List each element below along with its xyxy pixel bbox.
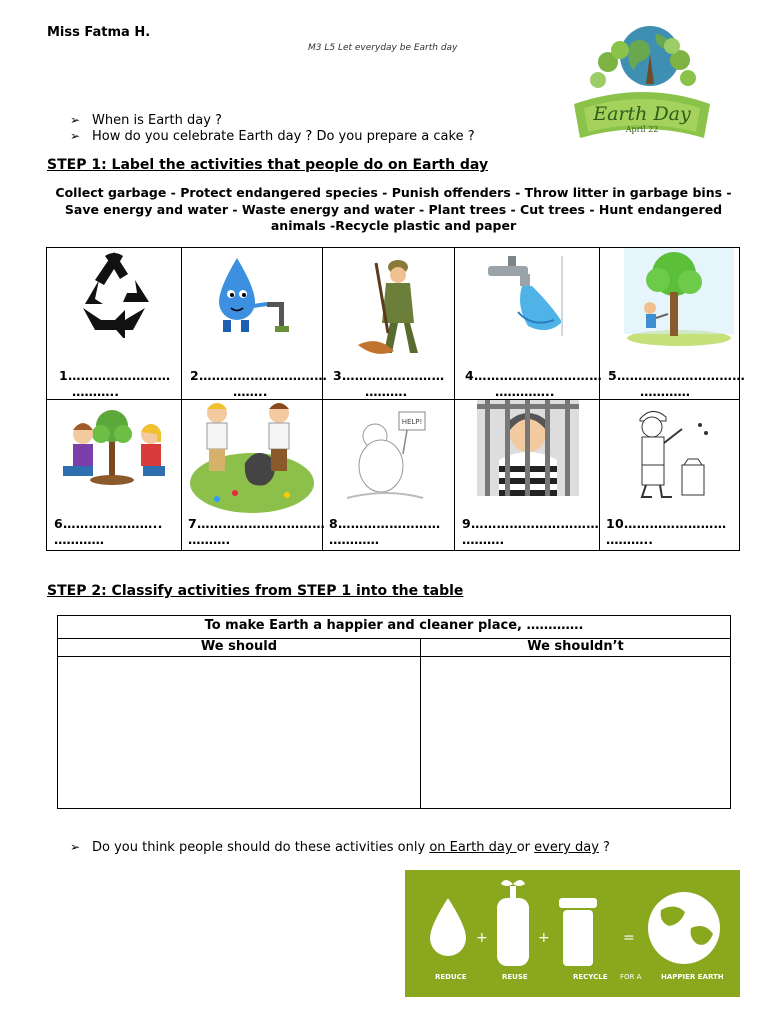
activity-label-5-line2: ………… [640,384,690,399]
children-collecting-garbage-icon [187,399,317,517]
word-bank: Collect garbage - Protect endangered species - Punish offenders - Throw litter in garbage bins - Save energy and water - Waste energy and water - Plant trees - Cut trees - Hunt endangered animals -Recycle plastic and paper [55,185,732,233]
activity-label-10-line1: 10…………………… [606,516,727,531]
svg-text:April 22: April 22 [625,125,659,134]
activity-label-3-line1: 3…………………… [333,368,445,383]
activity-label-9-line2: ………. [462,532,505,547]
activity-label-7-line2: ………. [188,532,231,547]
activity-label-2-line2: …….. [233,384,268,399]
recycle-bin-icon [559,898,597,966]
svg-text:+: + [538,930,550,946]
step2-title: STEP 2: Classify activities from STEP 1 into the table [47,583,464,599]
table-column-headers [58,638,730,657]
activity-label-8-line1: 8…………………… [329,516,441,531]
activity-label-6-line2: ………… [54,532,104,547]
teacher-name: Miss Fatma H. [47,25,151,40]
activity-label-2-line1: 2………………………… [190,368,327,383]
svg-text:HELP!: HELP! [401,418,423,426]
svg-text:Earth Day: Earth Day [593,103,691,125]
activity-label-9-line1: 9………………………… [462,516,599,531]
reuse-bottle-icon [497,880,529,966]
hunter-icon [350,253,430,363]
activity-label-10-line2: ……….. [606,532,653,547]
earth-day-logo [568,22,716,142]
svg-text:=: = [623,930,635,946]
arrow-bullet-icon: ➢ [70,113,81,127]
happy-earth-icon [648,892,720,964]
activity-label-1-line2: ……….. [72,384,119,399]
banner-reuse-label: REUSE [502,973,528,981]
activity-label-4-line1: 4………………………… [465,368,602,383]
reduce-reuse-recycle-banner [405,870,740,997]
svg-text:+: + [476,930,488,946]
activity-label-8-line2: ………… [329,532,379,547]
lesson-title: M3 L5 Let everyday be Earth day [308,43,458,53]
arrow-bullet-icon: ➢ [70,840,81,854]
water-drop-tap-icon [207,254,297,339]
table-header: To make Earth a happier and cleaner place, …………. [58,616,730,639]
column-we-should: We should [200,639,278,654]
question-2: ➢ How do you celebrate Earth day ? Do you prepare a cake ? [70,129,475,144]
activity-label-5-line1: 5………………………… [608,368,745,383]
final-question: ➢ Do you think people should do these activities only on Earth day or every day ? [70,840,610,855]
banner-recycle-label: RECYCLE [573,973,608,981]
column-we-shouldnt: We shouldn’t [527,639,624,654]
prisoner-icon [477,400,579,496]
running-tap-icon [482,250,572,338]
reduce-drop-icon [430,898,466,956]
cut-tree-icon [624,248,734,348]
banner-for-a-label: FOR A [620,973,642,981]
activity-label-6-line1: 6………………….. [54,516,163,531]
banner-happier-earth-label: HAPPIER EARTH [661,973,724,981]
polar-bear-help-icon [337,406,437,508]
activity-label-7-line1: 7………………………… [188,516,325,531]
children-planting-icon [55,404,173,488]
banner-reduce-label: REDUCE [435,973,467,981]
activity-label-4-line2: ………….. [495,384,555,399]
activity-label-1-line1: 1…………………… [59,368,171,383]
recycle-symbol-icon [69,248,159,338]
question-1: ➢ When is Earth day ? [70,113,222,128]
activity-label-3-line2: ………. [365,384,408,399]
boy-throwing-litter-icon [632,403,717,503]
arrow-bullet-icon: ➢ [70,129,81,143]
classification-table [57,615,731,809]
step1-title: STEP 1: Label the activities that people do on Earth day [47,157,489,173]
activity-grid [46,247,745,551]
table-divider [420,638,421,808]
